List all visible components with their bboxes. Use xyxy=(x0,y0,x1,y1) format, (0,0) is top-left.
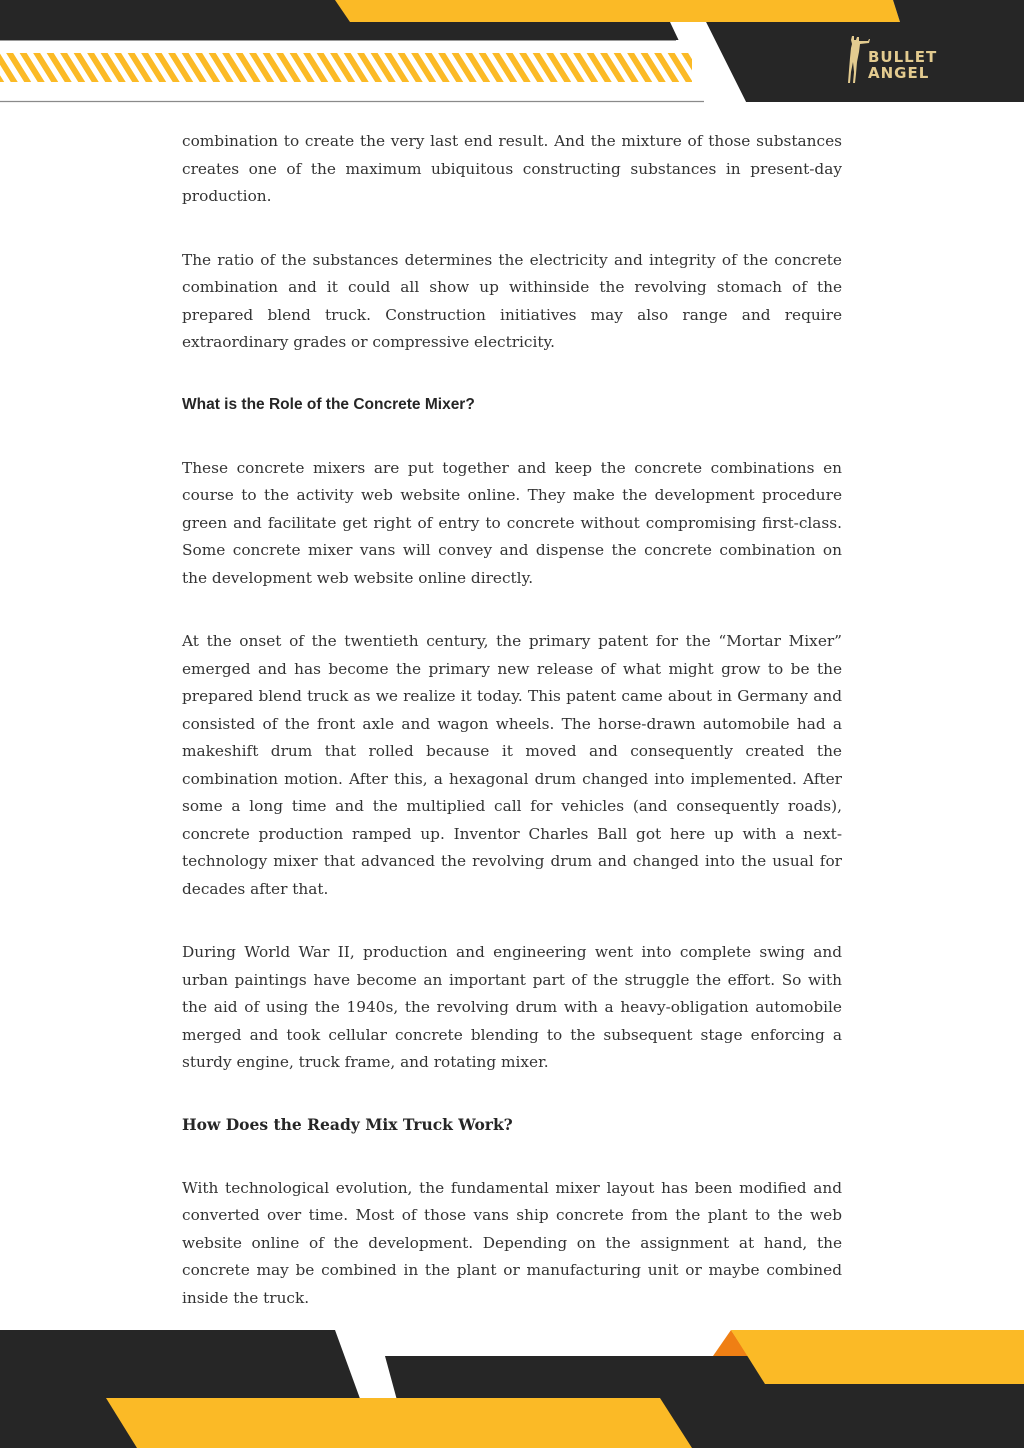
paragraph: At the onset of the twentieth century, the primary patent for the “Mortar Mixer” emerged and has become the primary new release of what might grow to be the prepared blend truck as we realize it today. This patent came about in Germany and consisted of the front axle and wagon wheels. The horse-drawn automobile had a makeshift drum that rolled because it moved and consequently created the combination motion. After this, a hexagonal drum changed into implemented. After some a long time and the multiplied call for vehicles (and consequently roads), concrete production ramped up. Inventor Charles Ball got here up with a next-technology mixer that advanced the revolving drum and changed into the usual for decades after that. xyxy=(182,632,842,898)
section-heading: What is the Role of the Concrete Mixer? xyxy=(182,395,475,413)
paragraph: The ratio of the substances determines the electricity and integrity of the concrete combination and it could all show up withinside the revolving stomach of the prepared blend truck. Construction initiatives may also range and require extraordinary grades or compressive electricity. xyxy=(182,250,842,351)
paragraph: During World War II, production and engineering went into complete swing and urban paintings have become an important part of the struggle the effort. So with the aid of using the 1940s, the revolving drum with a heavy-obligation automobile merged and took cellular concrete blending to the subsequent stage enforcing a sturdy engine, truck frame, and rotating mixer. xyxy=(182,943,842,1071)
logo-text-line2: ANGEL xyxy=(868,64,930,82)
paragraph: combination to create the very last end result. And the mixture of those substances creates one of the maximum ubiquitous constructing substances in present-day production. xyxy=(182,132,842,205)
gunslinger-silhouette-icon xyxy=(846,34,870,84)
brand-logo xyxy=(846,34,976,86)
footer-decoration xyxy=(0,1328,1024,1448)
page-header xyxy=(0,0,1024,104)
paragraph: These concrete mixers are put together and keep the concrete combinations en course to the activity web website online. They make the development procedure green and facilitate get right of entry to concrete without compromising first-class. Some concrete mixer vans will convey and dispense the concrete combination on the development web website online directly. xyxy=(182,458,842,587)
page-footer xyxy=(0,1328,1024,1448)
hazard-stripes xyxy=(0,53,692,82)
logo-text-line1: BULLET xyxy=(868,48,938,66)
article-body xyxy=(182,128,842,1312)
paragraph: With technological evolution, the fundamental mixer layout has been modified and converted over time. Most of those vans ship concrete from the plant to the web website online of the development. Depending on the assignment at hand, the concrete may be combined in the plant or manufacturing unit or maybe combined inside the truck. xyxy=(182,1178,842,1307)
section-heading: How Does the Ready Mix Truck Work? xyxy=(182,1114,513,1134)
